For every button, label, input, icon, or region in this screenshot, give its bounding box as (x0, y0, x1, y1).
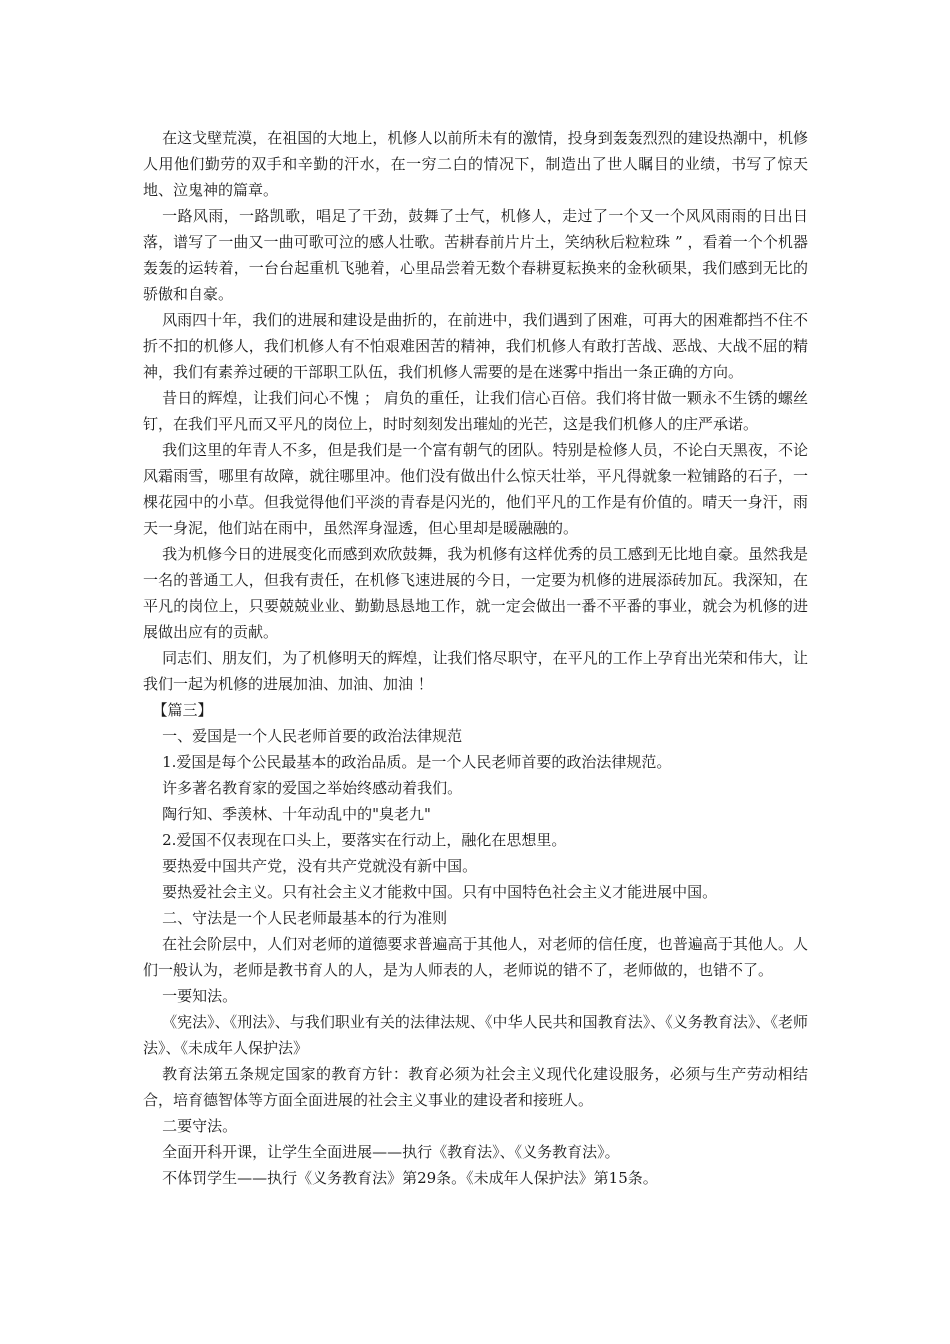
paragraph-young-team: 我们这里的年青人不多，但是我们是一个富有朝气的团队。特别是检修人员，不论白天黑夜，不论风霜雨雪，哪里有故障，就往哪里冲。他们没有做出什么惊天壮举，平凡得就象一粒铺路的石子，一棵花园中的小草。但我觉得他们平淡的青春是闪光的，他们平凡的工作是有价值的。晴天一身汗，雨天一身泥，他们站在雨中，虽然浑身湿透，但心里却是暖融融的。 (143, 441, 808, 537)
heading-obey-law: 二要守法。 (162, 1117, 238, 1135)
paragraph-love-party: 要热爱中国共产党，没有共产党就没有新中国。 (162, 857, 478, 875)
paragraph-social-trust: 在社会阶层中，人们对老师的道德要求普遍高于其他人，对老师的信任度，也普遍高于其他人。人们一般认为，老师是教书育人的人，是为人师表的人，老师说的错不了，老师做的，也错不了。 (143, 935, 808, 979)
heading-patriotism: 一、爱国是一个人民老师首要的政治法律规范 (162, 727, 463, 745)
paragraph-gobi: 在这戈壁荒漠，在祖国的大地上，机修人以前所未有的激情，投身到轰轰烈烈的建设热潮中，机修人用他们勤劳的双手和辛勤的汗水，在一穷二白的情况下，制造出了世人瞩目的业绩，书写了惊天地、泣鬼神的篇章。 (143, 129, 808, 199)
paragraph-wind-rain: 一路风雨，一路凯歌，唱足了干劲，鼓舞了士气，机修人，走过了一个又一个风风雨雨的日出日落，谱写了一曲又一曲可歌可泣的感人壮歌。苦耕春前片片土，笑纳秋后粒粒珠 ” ，看着一个个机器轰轰的运转着，一台台起重机飞驰着，心里品尝着无数个春耕夏耘换来的金秋硕果，我们感到无比的骄傲和自豪。 (143, 207, 808, 303)
heading-law-abiding: 二、守法是一个人民老师最基本的行为准则 (162, 909, 448, 927)
paragraph-glory: 昔日的辉煌，让我们问心不愧 ； 肩负的重任，让我们信心百倍。我们将甘做一颗永不生锈的螺丝钉，在我们平凡而又平凡的岗位上，时时刻刻发出璀灿的光芒，这是我们机修人的庄严承诺。 (143, 389, 808, 433)
section-heading-part-three: 【篇三】 (152, 701, 213, 719)
paragraph-full-curriculum: 全面开科开课，让学生全面进展——执行《教育法》、《义务教育法》。 (162, 1143, 620, 1161)
paragraph-educators: 许多著名教育家的爱国之举始终感动着我们。 (162, 779, 463, 797)
paragraph-proud: 我为机修今日的进展变化而感到欢欣鼓舞，我为机修有这样优秀的员工感到无比地自豪。虽然我是一名的普通工人，但我有责任，在机修飞速进展的今日，一定要为机修的进展添砖加瓦。我深知，在平凡的岗位上，只要兢兢业业、勤勤恳恳地工作，就一定会做出一番不平番的事业，就会为机修的进展做出应有的贡献。 (143, 545, 808, 641)
paragraph-comrades: 同志们、朋友们，为了机修明天的辉煌，让我们恪尽职守，在平凡的工作上孕育出光荣和伟大，让我们一起为机修的进展加油、加油、加油 ！ (143, 649, 808, 693)
paragraph-education-policy: 教育法第五条规定国家的教育方针：教育必须为社会主义现代化建设服务，必须与生产劳动相结合，培育德智体等方面全面进展的社会主义事业的建设者和接班人。 (143, 1065, 808, 1109)
list-item-patriotism-2: 2.爱国不仅表现在口头上，要落实在行动上，融化在思想里。 (162, 831, 567, 849)
paragraph-law-list: 《宪法》、《刑法》、与我们职业有关的法律法规、《中华人民共和国教育法》、《义务教育法》、《老师法》、《未成年人保护法》 (143, 1013, 808, 1057)
paragraph-forty-years: 风雨四十年，我们的进展和建设是曲折的，在前进中，我们遇到了困难，可再大的困难都挡不住不折不扣的机修人，我们机修人有不怕艰难困苦的精神，我们机修人有敢打苦战、恶战、大战不屈的精神，我们有素养过硬的干部职工队伍，我们机修人需要的是在迷雾中指出一条正确的方向。 (143, 311, 808, 381)
heading-know-law: 一要知法。 (162, 987, 238, 1005)
paragraph-examples: 陶行知、季羡林、十年动乱中的"臭老九" (162, 805, 431, 823)
list-item-patriotism-1: 1.爱国是每个公民最基本的政治品质。是一个人民老师首要的政治法律规范。 (162, 753, 672, 771)
paragraph-no-corporal-punishment: 不体罚学生——执行《义务教育法》第29条。《未成年人保护法》第15条。 (162, 1169, 658, 1187)
paragraph-love-socialism: 要热爱社会主义。只有社会主义才能救中国。只有中国特色社会主义才能进展中国。 (162, 883, 718, 901)
document-page (143, 125, 808, 1191)
